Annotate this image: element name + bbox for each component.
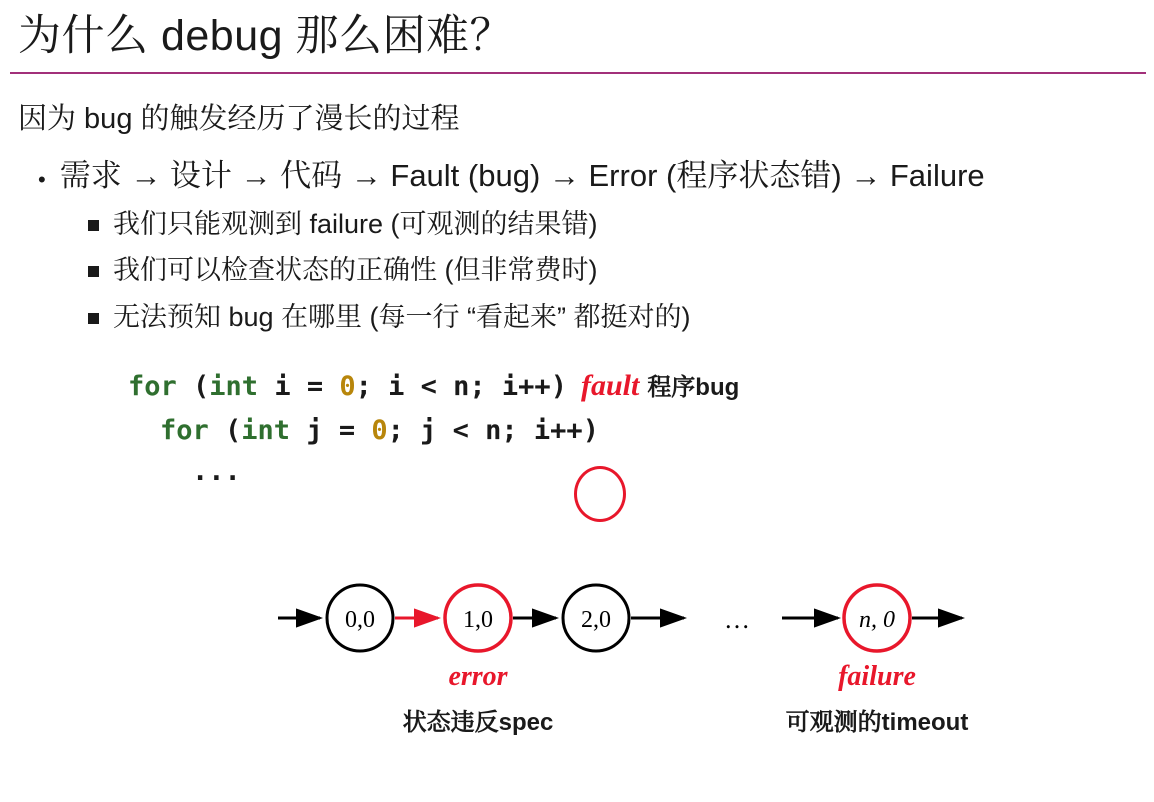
state-node-2: 2,0 (581, 607, 611, 633)
bullet-dot-icon: • (38, 166, 46, 192)
code-text: ; j < n; i++) (387, 414, 599, 446)
caption-failure: 可观测的timeout (785, 709, 969, 736)
code-line-2 (128, 410, 1154, 452)
bullet-level2-3 (0, 287, 1154, 333)
state-node-0: 0,0 (345, 607, 375, 633)
bullet-level2-1 (0, 194, 1154, 240)
bullet-level1 (0, 137, 1154, 194)
code-keyword-int: int (209, 371, 259, 403)
caption-error: 状态违反spec (402, 709, 554, 736)
annotation-fault-cn: 程序bug (647, 374, 740, 402)
bullet-square-icon (88, 266, 99, 277)
subtitle: 因为 bug 的触发经历了漫长的过程 (18, 102, 460, 135)
state-node-1: 1,0 (463, 607, 493, 633)
code-snippet (0, 333, 1154, 493)
code-line-3: ... (192, 456, 241, 488)
code-keyword-for: for (160, 414, 209, 446)
code-line-1 (128, 363, 1154, 410)
bullet-level1-label: 需求 → 设计 → 代码 → Fault (bug) → Error (程序状态错) → Failure (59, 157, 985, 193)
label-failure: failure (838, 661, 916, 692)
code-text: ( (176, 371, 210, 403)
diagram-ellipsis: … (724, 605, 750, 634)
code-number: 0 (339, 371, 356, 403)
bullet-level2-2 (0, 240, 1154, 286)
state-transition-diagram (0, 560, 1154, 760)
code-keyword-int: int (241, 414, 291, 446)
bullet-level2-1-label: 我们只能观测到 failure (可观测的结果错) (113, 208, 598, 239)
label-error: error (448, 661, 508, 692)
page-title: 为什么 debug 那么困难？ (18, 12, 513, 60)
code-text: ; i < n; i++) (355, 371, 567, 403)
annotation-fault: fault (580, 369, 640, 403)
bullet-square-icon (88, 220, 99, 231)
bullet-square-icon (88, 313, 99, 324)
bug-highlight-ellipse (574, 466, 626, 522)
code-number: 0 (371, 414, 388, 446)
code-text: ( (208, 414, 242, 446)
bullet-level2-3-label: 无法预知 bug 在哪里 (每一行 “看起来” 都挺对的) (113, 301, 691, 332)
code-keyword-for: for (128, 371, 177, 403)
code-text: i = (258, 371, 340, 403)
state-node-n: n, 0 (859, 607, 895, 633)
code-text: j = (290, 414, 372, 446)
bullet-level2-2-label: 我们可以检查状态的正确性 (但非常费时) (113, 255, 598, 286)
